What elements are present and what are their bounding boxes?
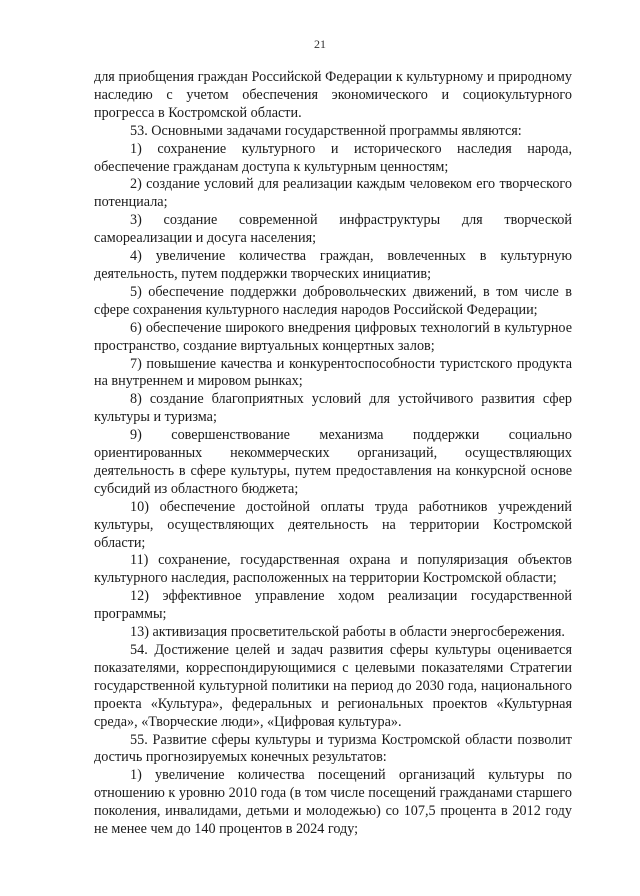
- paragraph: 12) эффективное управление ходом реализации государственной программы;: [94, 588, 572, 623]
- paragraph: 8) создание благоприятных условий для устойчивого развития сфер культуры и туризма;: [94, 391, 572, 426]
- paragraph: 13) активизация просветительской работы в области энергосбережения.: [130, 624, 565, 641]
- paragraph: 1) сохранение культурного и исторического наследия народа, обеспечение гражданам доступа к культурным ценностям;: [94, 140, 572, 175]
- paragraph: 3) создание современной инфраструктуры для творческой самореализации и досуга населения;: [94, 212, 572, 247]
- paragraph: 54. Достижение целей и задач развития сферы культуры оценивается показателями, корреспондирующимися с целевыми показателями Стратегии государственной культурной политики на период до 2030 года, национального проекта «Культура», федеральных и региональных проектов «Культурная среда», «Творческие люди», «Цифровая культура».: [94, 642, 572, 730]
- paragraph: 4) увеличение количества граждан, вовлеченных в культурную деятельность, путем поддержки творческих инициатив;: [94, 248, 572, 282]
- paragraph: 9) совершенствование механизма поддержки социально ориентированных некоммерческих организаций, осуществляющих деятельность в сфере культуры, путем предоставления на конкурсной основе субсидий из областного бюджета;: [94, 427, 572, 497]
- paragraph: 5) обеспечение поддержки добровольческих движений, в том числе в сфере сохранения культурного наследия народов Российской Федерации;: [94, 283, 572, 318]
- paragraph: 11) сохранение, государственная охрана и популяризация объектов культурного наследия, расположенных на территории Костромской области;: [94, 552, 572, 587]
- paragraph: 7) повышение качества и конкурентоспособности туристского продукта на внутреннем и мировом рынках;: [94, 355, 572, 390]
- paragraph: 2) создание условий для реализации каждым человеком его творческого потенциала;: [94, 176, 572, 211]
- paragraph: для приобщения граждан Российской Федерации к культурному и природному наследию с учетом обеспечения экономического и социокультурного прогресса в Костромской области.: [94, 69, 572, 121]
- paragraph: 55. Развитие сферы культуры и туризма Костромской области позволит достичь прогнозируемых конечных результатов:: [94, 731, 572, 766]
- paragraph: 6) обеспечение широкого внедрения цифровых технологий в культурное пространство, создание виртуальных концертных залов;: [94, 319, 572, 354]
- page-number: 21: [314, 37, 326, 51]
- paragraph: 53. Основными задачами государственной программы являются:: [130, 122, 522, 139]
- document-body: [94, 69, 572, 839]
- paragraph: 1) увеличение количества посещений организаций культуры по отношению к уровню 2010 года (в том числе посещений гражданами старшего поколения, инвалидами, детьми и молодежью) со 107,5 процента в 2012 году не менее чем до 140 процентов в 2024 году;: [94, 767, 572, 838]
- paragraph: 10) обеспечение достойной оплаты труда работников учреждений культуры, осуществляющих деятельность на территории Костромской области;: [94, 498, 572, 551]
